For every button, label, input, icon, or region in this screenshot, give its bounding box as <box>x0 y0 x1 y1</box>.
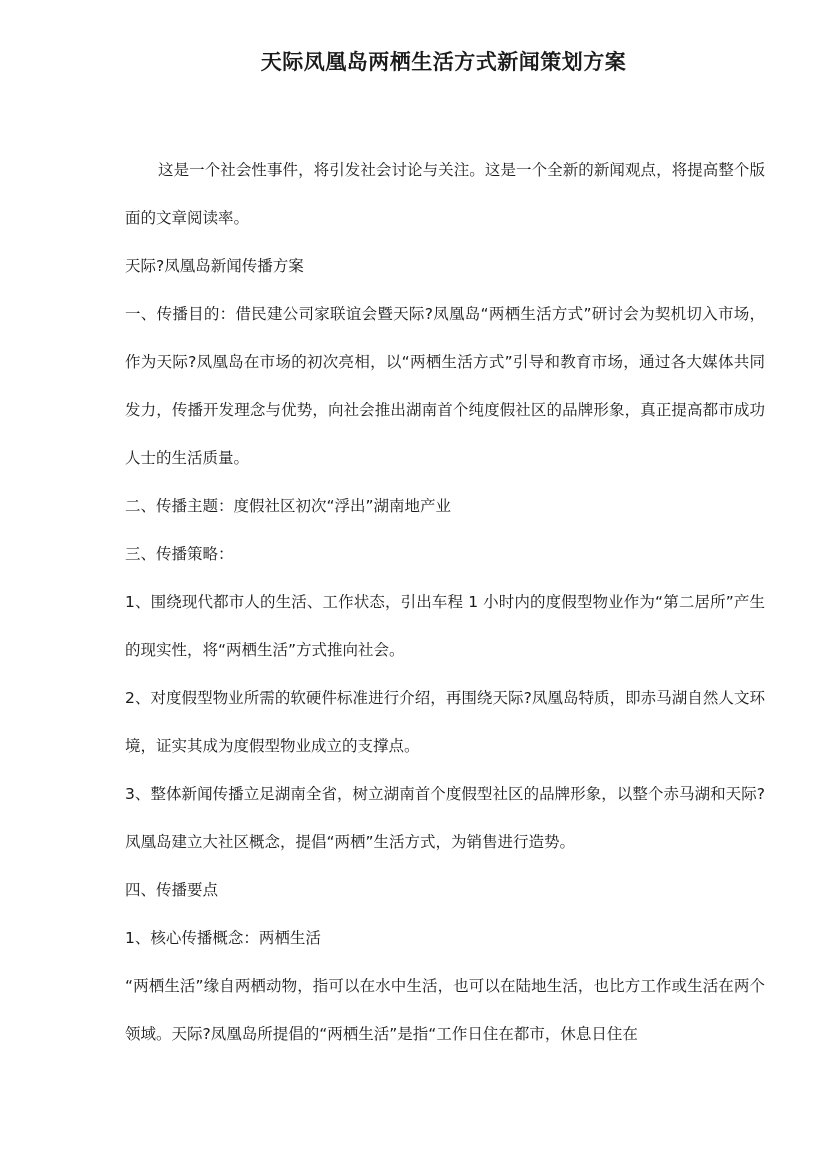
paragraph-intro: 这是一个社会性事件，将引发社会讨论与关注。这是一个全新的新闻观点，将提高整个版面的文章阅读率。 <box>125 161 765 227</box>
paragraph-key-points-heading: 四、传播要点 <box>125 881 219 899</box>
paragraph-theme: 二、传播主题：度假社区初次“浮出”湖南地产业 <box>125 497 452 515</box>
paragraph-strategy-1: 1、围绕现代都市人的生活、工作状态，引出车程 1 小时内的度假型物业作为“第二居所”产生的现实性，将“两栖生活”方式推向社会。 <box>125 593 765 659</box>
document-body <box>125 146 765 1058</box>
paragraph-plan-heading: 天际?凤凰岛新闻传播方案 <box>125 257 304 275</box>
paragraph-strategy-3: 3、整体新闻传播立足湖南全省，树立湖南首个度假型社区的品牌形象，以整个赤马湖和天际?凤凰岛建立大社区概念，提倡“两栖”生活方式，为销售进行造势。 <box>125 785 765 851</box>
paragraph-strategy-2: 2、对度假型物业所需的软硬件标准进行介绍，再围绕天际?凤凰岛特质，即赤马湖自然人文环境，证实其成为度假型物业成立的支撑点。 <box>125 689 765 755</box>
document-title: 天际凤凰岛两栖生活方式新闻策划方案 <box>260 49 627 74</box>
paragraph-amphibious-life: “两栖生活”缘自两栖动物，指可以在水中生活，也可以在陆地生活，也比方工作或生活在两个领域。天际?凤凰岛所提倡的“两栖生活”是指“工作日住在都市，休息日住在 <box>125 977 765 1043</box>
paragraph-core-concept: 1、核心传播概念：两栖生活 <box>125 929 321 947</box>
paragraph-purpose: 一、传播目的：借民建公司家联谊会暨天际?凤凰岛“两栖生活方式”研讨会为契机切入市场，作为天际?凤凰岛在市场的初次亮相，以“两栖生活方式”引导和教育市场，通过各大媒体共同发力，传播开发理念与优势，向社会推出湖南首个纯度假社区的品牌形象，真正提高都市成功人士的生活质量。 <box>125 305 765 467</box>
paragraph-strategy-heading: 三、传播策略： <box>125 545 234 563</box>
